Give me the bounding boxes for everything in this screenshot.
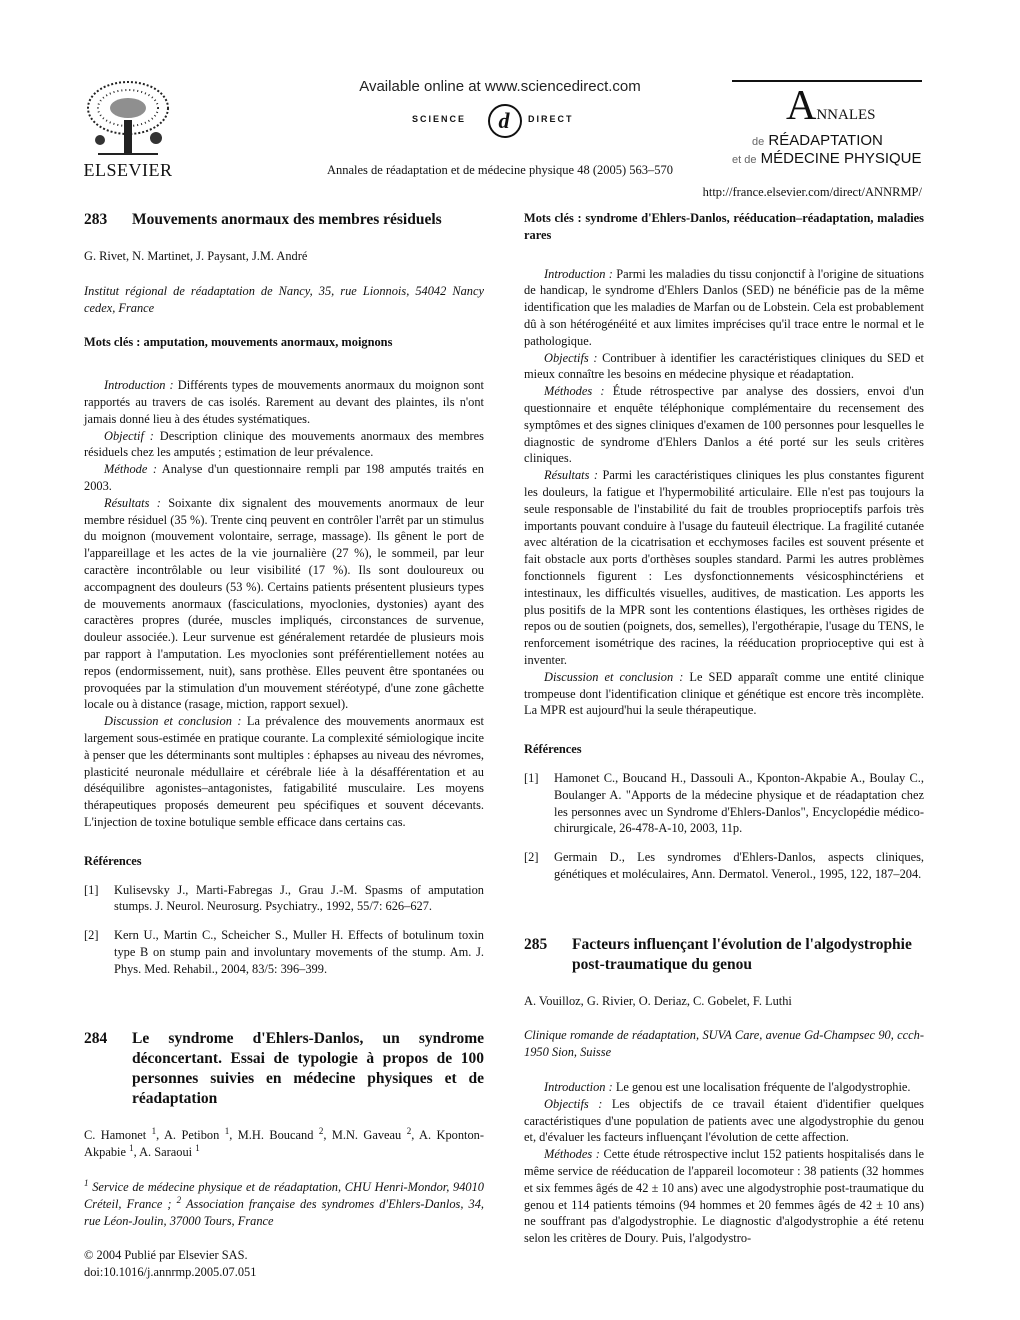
reference-item: [2] Germain D., Les syndromes d'Ehlers-Danlos, aspects cliniques, génétiques et moléculaires, Ann. Dermatol. Venerol., 1995, 122, 187–204. <box>524 850 924 881</box>
abstract-paragraph: Objectifs : Les objectifs de ce travail étaient d'identifier quelques caractéristiques d'une population de patients avec une algodystrophie du genou et, d'évaluer les facteurs influençant l'évolution de cette affection. <box>524 1096 924 1145</box>
available-online-text[interactable]: Available online at www.sciencedirect.com <box>359 78 641 95</box>
abstract-paragraph: Discussion et conclusion : Le SED apparaît comme une entité clinique trompeuse dont l'identification clinique et génétique est encore très incomplète. La MPR est aujourd'hui la seule thérapeutique. <box>524 669 924 718</box>
publisher-name: ELSEVIER <box>83 160 173 180</box>
abstract-paragraph: Objectif : Description clinique des mouvements anormaux des membres résiduels chez les amputés ; estimation de leur prévalence. <box>84 428 484 460</box>
abstract-paragraph: Méthodes : Étude rétrospective par analyse des dossiers, envoi d'un questionnaire et enquête téléphonique complémentaire du recensement des symptômes et des signes cliniques d'examen de 100 personnes pour lesquelles le diagnostic de syndrome d'Ehlers Danlos a été porté sur les seuls critères cliniques. <box>524 384 924 466</box>
article-keywords: Mots clés : syndrome d'Ehlers-Danlos, rééducation–réadaptation, maladies rares <box>524 211 924 242</box>
article-authors: C. Hamonet $^1$, A. Petibon $^1$, M.H. Boucand $^2$, M.N. Gaveau $^2$, A. Kponton-Akpabie $^1$, A. Saraoui $^1$ <box>84 1126 484 1160</box>
svg-text:d: d <box>498 108 512 133</box>
journal-logo-de: de <box>752 136 765 148</box>
references-heading: Références <box>524 742 582 757</box>
reference-item: [1] Hamonet C., Boucand H., Dassouli A., Kponton-Akpabie A., Boulay C., Boulanger A. "Apports de la médecine physique et de réadaptation chez les personnes avec un Syndrome d'Ehlers-Danlos", Encyclopédie médico-chirurgicale, 26-478-A-10, 2003, 11p. <box>524 770 924 836</box>
article-affiliation: Clinique romande de réadaptation, SUVA Care, avenue Gd-Champsec 90, ccch-1950 Sion, Suisse <box>524 1028 924 1060</box>
article-keywords: Mots clés : amputation, mouvements anormaux, moignons <box>84 335 393 350</box>
journal-citation: Annales de réadaptation et de médecine physique 48 (2005) 563–570 <box>326 163 674 177</box>
journal-logo-line1: NNALES <box>816 107 876 123</box>
references-heading: Références <box>84 853 142 868</box>
article-title: Facteurs influençant l'évolution de l'algodystrophie post-traumatique du genou <box>572 935 912 973</box>
abstract-paragraph: Résultats : Parmi les caractéristiques cliniques les plus constantes figurent les douleurs, la fatigue et l'hypermobilité articulaire. Elle n'est pas toujours la seule responsable de l'instabilité du fait de troubles proprioceptifs parfois très importants pouvant conduire à l'usage du fauteuil électrique. La fragilité cutanée avec altération de la cicatrisation et ecchymoses faciles est souvent présente et fait obstacle aux ports d'orthèses souples standard. Parmi les autres problèmes fonctionnels figurent : Les dysfonctionnements vésicosphinctériens et intestinaux, les difficultés visuelles, auditives, de mastication. Les apports les plus positifs de la MPR sont les contentions élastiques, les orthèses rigides de repos ou de soutien (poignets, dos, semelles), l'ergothérapie, l'usage du TENS, le renforcement isométrique des racines, la rééducation proprioceptive qui est à inventer. <box>524 468 925 667</box>
article-title: Mouvements anormaux des membres résiduels <box>132 211 442 228</box>
journal-logo-line3: MÉDECINE PHYSIQUE <box>760 150 922 167</box>
article-number: 283 <box>84 211 108 228</box>
article-285-heading <box>524 935 924 975</box>
abstract-paragraph: Résultats : Soixante dix signalent des mouvements anormaux de leur membre résiduel (35 %). Trente cinq peuvent en contrôler l'arrêt par un stimulus du moignon (mouvement volontaire, serrage, massage). Ils gênent le port de l'appareillage et les actes de la vie journalière (27 %), le sommeil, par leur caractère incontrôlable ou leur visibilité (17 %). Ils sont douloureux ou accompagnent des douleurs (53 %). Certains patients présentent plusieurs types de mouvements anormaux (fasciculations, myoclonies, dystonies) ayant des caractères propres (durée, muscles impliqués, circonstances de survenue, douleur associée.). Leur survenue est généralement retardée de plusieurs mois par rapport à l'amputation. Les myoclonies sont préférentiellement notées au repos (endormissement, nuit), sans prothèse. Elles peuvent être spontanées ou provoquées par la stimulation d'un mouvement stéréotypé, d'une zone gâchette locale ou à distance (rasage, miction, rapport sexuel). <box>84 495 484 712</box>
article-number: 284 <box>84 1030 108 1048</box>
journal-logo-initial: A <box>786 83 817 129</box>
article-number: 285 <box>524 935 548 953</box>
copyright-notice: © 2004 Publié par Elsevier SAS. <box>84 1248 248 1263</box>
sciencedirect-right-word: DIRECT <box>528 114 574 124</box>
article-authors: G. Rivet, N. Martinet, J. Paysant, J.M. André <box>84 249 308 263</box>
left-column <box>84 210 484 1281</box>
article-affiliation: $^1$ Service de médecine physique et de réadaptation, CHU Henri-Mondor, 94010 Créteil, France ; $^2$ Association française des syndromes d'Ehlers-Danlos, 34, rue Léon-Joulin, 37000 Tours, France <box>84 1177 484 1228</box>
article-affiliation: Institut régional de réadaptation de Nancy, 35, rue Lionnois, 54042 Nancy cedex, France <box>84 283 484 315</box>
journal-logo-line2: RÉADAPTATION <box>768 132 883 149</box>
article-title: Le syndrome d'Ehlers-Danlos, un syndrome déconcertant. Essai de typologie à propos de 100 personnes suivies en médecine physiques et de réadaptation <box>132 1030 484 1108</box>
abstract-paragraph: Méthode : Analyse d'un questionnaire rempli par 198 amputés traités en 2003. <box>84 462 484 493</box>
article-authors: A. Vouilloz, G. Rivier, O. Deriaz, C. Gobelet, F. Luthi <box>524 993 792 1008</box>
abstract-paragraph: Méthodes : Cette étude rétrospective inclut 152 patients hospitalisés dans le même service de rééducation de l'appareil locomoteur : 38 patients (32 hommes et six femmes âgés de 42 ± 10 ans) avec une algodystrophie post-traumatique du genou et 114 patients témoins (94 hommes et 20 femmes âgés de 42 ± 10 ans) ne souffrant pas d'algodystrophie. Le diagnostic d'algodystrophie a été retenu selon les critères de Doury. Puis, l'algodystro- <box>524 1147 924 1246</box>
abstract-paragraph: Discussion et conclusion : La prévalence des mouvements anormaux est largement sous-estimée en pratique courante. La complexité sémiologique incite à penser que les déterminants sont multiples : éphapses au niveau des névromes, plasticité neuronale médullaire et cérébrale liée à la désafférentation et au déséquilibre agonistes–antagonistes, fatigabilité musculaire. Les moyens thérapeutiques proposés demeurent peu spécifiques et souvent décevants. L'injection de toxine botulique semble efficace dans certains cas. <box>84 714 484 829</box>
article-283-heading <box>84 210 484 230</box>
reference-item: [2] Kern U., Martin C., Scheicher S., Muller H. Effects of botulinum toxin type B on stump pain and involuntary movements of the stump. Am. J. Phys. Med. Rehabil., 2004, 83/5: 396–399. <box>84 928 484 976</box>
abstract-paragraph: Introduction : Différents types de mouvements anormaux du moignon sont rapportés au travers de cas isolés. Rarement au devant des plaintes, ils n'ont jamais donné lieu à des études systématiques. <box>84 378 484 426</box>
sciencedirect-left-word: SCIENCE <box>412 114 467 124</box>
abstract-paragraph: Objectifs : Contribuer à identifier les caractéristiques cliniques du SED et mieux connaître les besoins en médecine physique et réadaptation. <box>524 350 924 382</box>
at-sign-icon <box>486 102 524 140</box>
journal-logo <box>732 80 922 177</box>
abstract-paragraph: Introduction : Parmi les maladies du tissu conjonctif à l'origine de situations de handicap, le syndrome d'Ehlers Danlos (SED) ne bénéficie pas de la même identification que les maladies de Marfan ou de Lobstein. Cela est probablement dû à son hétérogénéité et aux limites imprécises qu'il trace entre le normal et le pathologique. <box>524 266 924 348</box>
journal-url-link[interactable]: http://france.elsevier.com/direct/ANNRMP/ <box>702 185 922 199</box>
article-284-heading <box>84 1029 484 1109</box>
right-column <box>524 210 924 1247</box>
sciencedirect-logo <box>400 102 610 142</box>
abstract-paragraph: Introduction : Le genou est une localisation fréquente de l'algodystrophie. <box>544 1080 911 1095</box>
journal-logo-etde: et de <box>732 154 757 166</box>
reference-item: [1] Kulisevsky J., Marti-Fabregas J., Grau J.-M. Spasms of amputation stumps. J. Neurol. Neurosurg. Psychiatry., 1992, 55/7: 626–627. <box>84 882 484 914</box>
doi-link[interactable]: doi:10.1016/j.annrmp.2005.07.051 <box>84 1265 257 1280</box>
